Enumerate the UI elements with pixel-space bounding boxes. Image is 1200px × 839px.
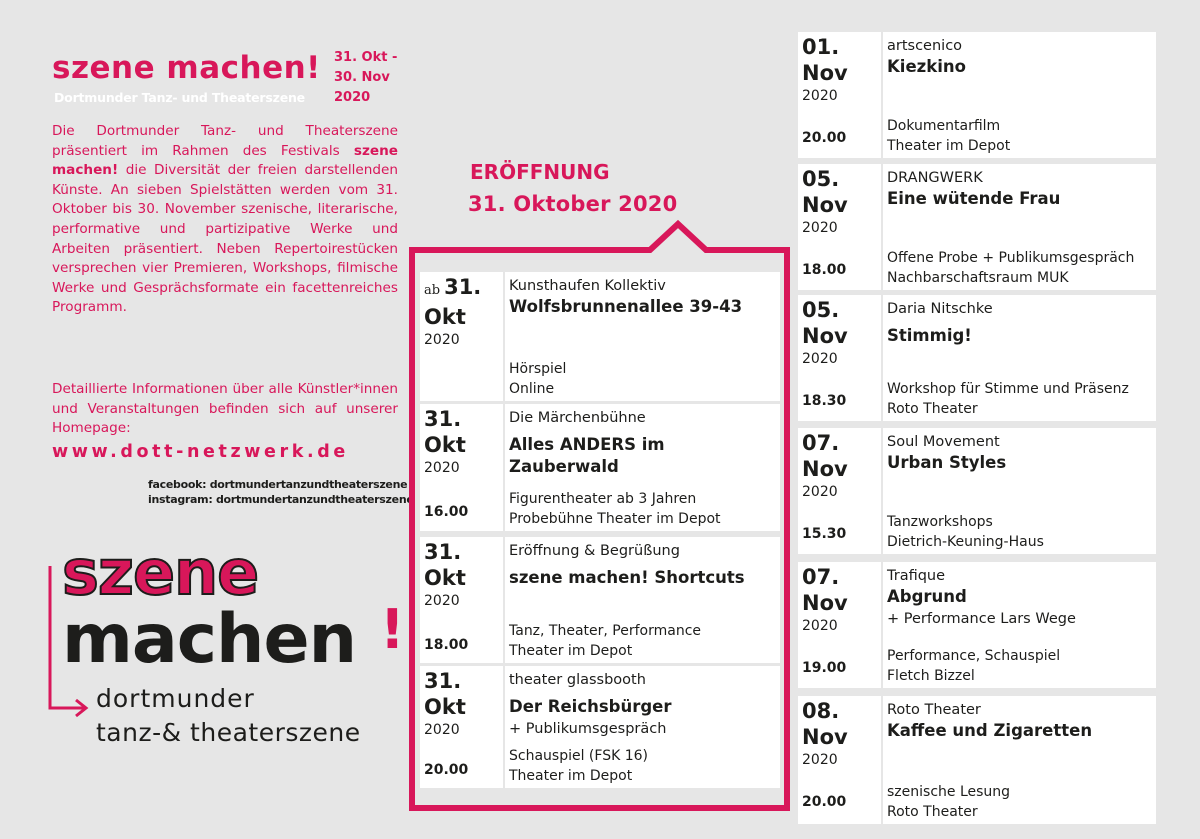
intro-text-before: Die Dortmunder Tanz- und Theaterszene präsentiert im Rahmen des Festivals — [52, 123, 398, 159]
event-year: 2020 — [424, 460, 460, 476]
event-month: Nov — [802, 324, 848, 348]
event-month: Okt — [424, 695, 466, 719]
event-venue: Theater im Depot — [887, 138, 1011, 154]
event-venue: Fletch Bizzel — [887, 668, 975, 684]
event-time: 20.00 — [424, 762, 469, 778]
intro-festival-name: szene machen! — [52, 142, 398, 179]
logo-word-machen: machen — [62, 600, 356, 679]
opening-date: 31. Oktober 2020 — [468, 192, 678, 216]
event-organizer: Die Märchenbühne — [509, 410, 646, 426]
event-year: 2020 — [802, 351, 838, 367]
event-organizer: artscenico — [887, 38, 963, 54]
event-venue: Theater im Depot — [509, 643, 633, 659]
event-card[interactable] — [798, 164, 1156, 290]
event-date — [802, 430, 882, 502]
event-time: 18.00 — [802, 262, 847, 278]
event-venue: Theater im Depot — [509, 768, 633, 784]
intro-text-after: die Diversität der freien darstellenden Künste. An sieben Spielstätten werden vom 31. Oktober bis 30. November szenische, literarische, performative und partizipative Werke und Arbeiten präsentiert. Neben Repertoirestücken versprechen vier Premieren, Workshops, filmische Werke und Gesprächsformate ein facettenreiches Programm. — [52, 162, 398, 316]
logo-tagline-1: dortmunder — [96, 684, 255, 713]
event-venue: Probebühne Theater im Depot — [509, 511, 721, 527]
event-organizer: Soul Movement — [887, 434, 1000, 450]
social-links — [148, 477, 414, 507]
logo-tagline-2: tanz-& theaterszene — [96, 718, 361, 747]
event-type: Schauspiel (FSK 16) — [509, 748, 648, 764]
logo-word-szene: szene — [62, 536, 259, 609]
event-title: Kiezkino — [887, 57, 966, 76]
event-month: Nov — [802, 591, 848, 615]
event-date — [802, 166, 882, 238]
event-title: Urban Styles — [887, 453, 1007, 472]
event-date-prefix: ab — [424, 283, 441, 298]
event-type: szenische Lesung — [887, 784, 1011, 800]
opening-label: ERÖFFNUNG — [470, 160, 610, 184]
event-type: Dokumentarfilm — [887, 118, 1001, 134]
festival-title: szene machen! — [52, 50, 321, 86]
event-type: Hörspiel — [509, 361, 567, 377]
event-year: 2020 — [802, 88, 838, 104]
event-month: Nov — [802, 61, 848, 85]
details-paragraph: Detaillierte Informationen über alle Künstler*innen und Veranstaltungen befinden sich auf unserer Homepage: — [52, 381, 398, 437]
event-organizer: Daria Nitschke — [887, 301, 993, 317]
event-card[interactable] — [798, 696, 1156, 824]
facebook-link[interactable]: facebook: dortmundertanzundtheaterszene — [148, 478, 408, 491]
instagram-link[interactable]: instagram: dortmundertanzundtheaterszene — [148, 493, 414, 506]
event-month: Nov — [802, 457, 848, 481]
event-venue: Roto Theater — [887, 804, 978, 820]
event-year: 2020 — [802, 618, 838, 634]
event-time: 16.00 — [424, 504, 469, 520]
event-organizer: Kunsthaufen Kollektiv — [509, 278, 666, 294]
event-title: Kaffee und Zigaretten — [887, 721, 1093, 740]
event-day: 07. — [802, 431, 840, 455]
event-title: Abgrund — [887, 587, 967, 606]
event-time: 15.30 — [802, 526, 847, 542]
event-month: Okt — [424, 305, 466, 329]
event-date — [802, 297, 882, 369]
event-month: Nov — [802, 193, 848, 217]
event-day: 31. — [424, 669, 462, 693]
event-year: 2020 — [424, 722, 460, 738]
intro-paragraph — [52, 122, 398, 318]
event-type: Figurentheater ab 3 Jahren — [509, 491, 697, 507]
event-day: 05. — [802, 298, 840, 322]
event-day: 07. — [802, 565, 840, 589]
event-date — [802, 698, 882, 770]
event-day: 31. — [424, 540, 462, 564]
event-day: 31. — [444, 275, 482, 299]
event-organizer: Eröffnung & Begrüßung — [509, 543, 680, 559]
event-date — [424, 668, 504, 740]
event-time: 20.00 — [802, 794, 847, 810]
event-type: Tanzworkshops — [887, 514, 993, 530]
festival-subtitle: Dortmunder Tanz- und Theaterszene — [54, 90, 305, 105]
opening-event-card[interactable] — [420, 272, 780, 401]
event-year: 2020 — [424, 332, 460, 348]
event-title: szene machen! Shortcuts — [509, 568, 745, 587]
event-year: 2020 — [802, 220, 838, 236]
event-year: 2020 — [802, 484, 838, 500]
event-extra: + Publikumsgespräch — [509, 721, 667, 737]
opening-event-card[interactable] — [420, 404, 780, 531]
event-type: Offene Probe + Publikumsgespräch — [887, 250, 1135, 266]
event-venue: Roto Theater — [887, 401, 978, 417]
event-venue: Online — [509, 381, 555, 397]
event-venue: Dietrich-Keuning-Haus — [887, 534, 1044, 550]
event-title: Stimmig! — [887, 326, 972, 345]
event-type: Performance, Schauspiel — [887, 648, 1061, 664]
event-date — [802, 564, 882, 636]
event-month: Nov — [802, 725, 848, 749]
event-organizer: Roto Theater — [887, 702, 981, 718]
event-title: Eine wütende Frau — [887, 189, 1061, 208]
event-time: 20.00 — [802, 130, 847, 146]
logo-exclamation: ! — [380, 598, 405, 661]
event-date — [424, 274, 504, 350]
event-day: 31. — [424, 407, 462, 431]
event-title: Alles ANDERS im Zauberwald — [509, 435, 665, 476]
homepage-link[interactable]: www.dott-netzwerk.de — [52, 442, 349, 462]
festival-dates — [334, 48, 404, 108]
opening-event-card[interactable] — [420, 537, 780, 663]
event-title: Der Reichsbürger — [509, 697, 672, 716]
event-date — [424, 539, 504, 611]
event-date — [802, 34, 882, 106]
event-year: 2020 — [802, 752, 838, 768]
opening-event-card[interactable] — [420, 666, 780, 788]
event-day: 01. — [802, 35, 840, 59]
event-day: 05. — [802, 167, 840, 191]
event-organizer: theater glassbooth — [509, 672, 646, 688]
event-time: 19.00 — [802, 660, 847, 676]
event-time: 18.00 — [424, 637, 469, 653]
event-type: Workshop für Stimme und Präsenz — [887, 381, 1129, 397]
event-card[interactable] — [798, 295, 1156, 421]
event-organizer: DRANGWERK — [887, 170, 983, 186]
event-title: Wolfsbrunnenallee 39-43 — [509, 297, 743, 316]
event-date — [424, 406, 504, 478]
event-month: Okt — [424, 433, 466, 457]
event-time: 18.30 — [802, 393, 847, 409]
event-extra: + Performance Lars Wege — [887, 611, 1076, 627]
event-card[interactable] — [798, 32, 1156, 158]
festival-dates-line1: 31. Okt - — [334, 50, 398, 65]
event-type: Tanz, Theater, Performance — [509, 623, 702, 639]
event-month: Okt — [424, 566, 466, 590]
event-venue: Nachbarschaftsraum MUK — [887, 270, 1069, 286]
event-card[interactable] — [798, 428, 1156, 554]
event-year: 2020 — [424, 593, 460, 609]
event-card[interactable] — [798, 562, 1156, 688]
festival-dates-line3: 2020 — [334, 90, 371, 105]
event-day: 08. — [802, 699, 840, 723]
event-organizer: Trafique — [887, 568, 946, 584]
festival-dates-line2: 30. Nov — [334, 70, 390, 85]
